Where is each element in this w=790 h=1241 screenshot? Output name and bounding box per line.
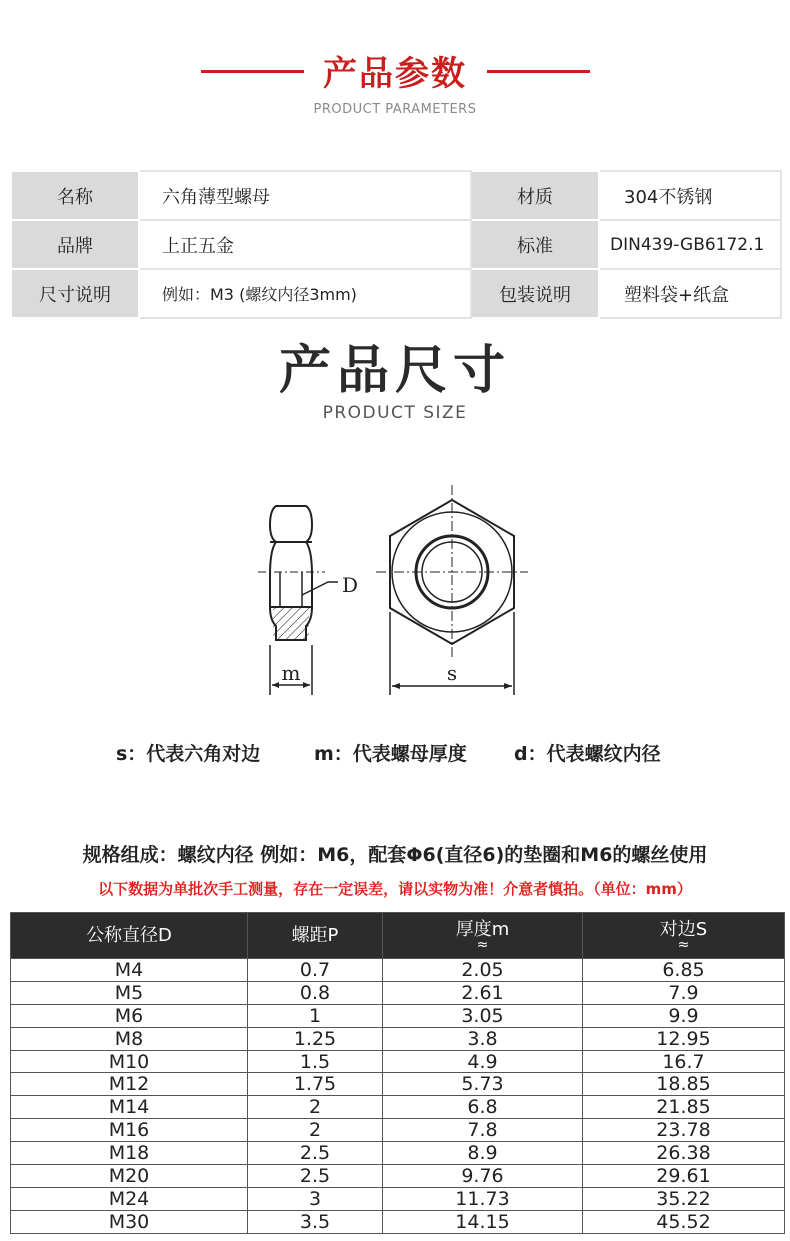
approx-mark: ≈	[476, 936, 489, 953]
table-cell: 21.85	[583, 1096, 785, 1119]
table-cell: M10	[11, 1050, 248, 1073]
param-value: 例如：M3 (螺纹内径3mm)	[139, 269, 471, 318]
label-m: m	[281, 661, 301, 685]
table-cell: M20	[11, 1165, 248, 1188]
table-cell: 8.9	[383, 1142, 583, 1165]
params-row	[11, 269, 781, 318]
header-pitch: 螺距P	[248, 913, 383, 959]
table-cell: 1.75	[248, 1073, 383, 1096]
param-label: 标准	[471, 220, 599, 269]
table-cell: 0.8	[248, 981, 383, 1004]
table-cell: 9.9	[583, 1004, 785, 1027]
param-label: 材质	[471, 171, 599, 220]
table-row	[11, 1096, 785, 1119]
table-cell: 14.15	[383, 1210, 583, 1233]
param-value: 上正五金	[139, 220, 471, 269]
nut-dimension-diagram	[250, 480, 550, 705]
table-cell: 7.8	[383, 1119, 583, 1142]
table-row	[11, 959, 785, 982]
table-row	[11, 981, 785, 1004]
table-cell: 12.95	[583, 1027, 785, 1050]
table-cell: 26.38	[583, 1142, 785, 1165]
header-across-flats: 对边S ≈	[583, 913, 785, 959]
table-cell: M8	[11, 1027, 248, 1050]
approx-mark: ≈	[677, 936, 690, 953]
param-value: 六角薄型螺母	[139, 171, 471, 220]
label-d: D	[342, 573, 359, 597]
table-cell: 2	[248, 1096, 383, 1119]
label-s: s	[446, 661, 458, 685]
table-cell: 2.61	[383, 981, 583, 1004]
spec-note: 规格组成：螺纹内径 例如：M6，配套Φ6(直径6)的垫圈和M6的螺丝使用	[82, 844, 708, 866]
table-cell: 4.9	[383, 1050, 583, 1073]
param-label: 品牌	[11, 220, 139, 269]
size-table-header	[11, 913, 785, 959]
table-cell: 1	[248, 1004, 383, 1027]
param-label: 尺寸说明	[11, 269, 139, 318]
table-row	[11, 1050, 785, 1073]
table-cell: M18	[11, 1142, 248, 1165]
table-cell: 3.8	[383, 1027, 583, 1050]
table-cell: M6	[11, 1004, 248, 1027]
table-cell: 6.85	[583, 959, 785, 982]
param-value: 塑料袋+纸盒	[599, 269, 781, 318]
table-cell: 23.78	[583, 1119, 785, 1142]
size-title: 产品尺寸	[278, 341, 511, 401]
measurement-warning: 以下数据为单批次手工测量，存在一定误差，请以实物为准！介意者慎拍。（单位：mm）	[98, 880, 692, 898]
legend-d: d：代表螺纹内径	[514, 743, 661, 765]
param-label: 名称	[11, 171, 139, 220]
table-cell: 1.5	[248, 1050, 383, 1073]
table-cell: 2.5	[248, 1165, 383, 1188]
param-label: 包装说明	[471, 269, 599, 318]
table-cell: 3.5	[248, 1210, 383, 1233]
params-title: 产品参数	[323, 54, 467, 94]
param-value: DIN439-GB6172.1	[599, 220, 781, 269]
table-cell: 35.22	[583, 1187, 785, 1210]
table-cell: 3	[248, 1187, 383, 1210]
table-row	[11, 1210, 785, 1233]
legend-m: m：代表螺母厚度	[314, 743, 467, 765]
table-row	[11, 1073, 785, 1096]
params-row	[11, 220, 781, 269]
table-row	[11, 1187, 785, 1210]
table-cell: 9.76	[383, 1165, 583, 1188]
table-cell: 16.7	[583, 1050, 785, 1073]
table-cell: M12	[11, 1073, 248, 1096]
table-cell: M16	[11, 1119, 248, 1142]
size-table	[10, 912, 785, 1234]
table-cell: 18.85	[583, 1073, 785, 1096]
table-row	[11, 1142, 785, 1165]
header-thickness: 厚度m ≈	[383, 913, 583, 959]
table-row	[11, 1004, 785, 1027]
table-cell: 11.73	[383, 1187, 583, 1210]
table-cell: 29.61	[583, 1165, 785, 1188]
table-cell: 5.73	[383, 1073, 583, 1096]
param-value: 304不锈钢	[599, 171, 781, 220]
table-cell: 45.52	[583, 1210, 785, 1233]
params-table	[10, 170, 782, 319]
params-subtitle: PRODUCT PARAMETERS	[313, 102, 477, 117]
header-nominal-diameter: 公称直径D	[11, 913, 248, 959]
table-cell: M30	[11, 1210, 248, 1233]
table-row	[11, 1165, 785, 1188]
table-cell: M24	[11, 1187, 248, 1210]
table-cell: 3.05	[383, 1004, 583, 1027]
table-cell: 6.8	[383, 1096, 583, 1119]
table-cell: 2	[248, 1119, 383, 1142]
table-cell: 2.5	[248, 1142, 383, 1165]
size-subtitle: PRODUCT SIZE	[322, 403, 468, 423]
table-cell: 0.7	[248, 959, 383, 982]
table-cell: 7.9	[583, 981, 785, 1004]
table-cell: M5	[11, 981, 248, 1004]
table-cell: 2.05	[383, 959, 583, 982]
table-cell: M4	[11, 959, 248, 982]
table-cell: 1.25	[248, 1027, 383, 1050]
params-row	[11, 171, 781, 220]
legend-s: s：代表六角对边	[116, 743, 261, 765]
table-row	[11, 1027, 785, 1050]
table-row	[11, 1119, 785, 1142]
table-cell: M14	[11, 1096, 248, 1119]
